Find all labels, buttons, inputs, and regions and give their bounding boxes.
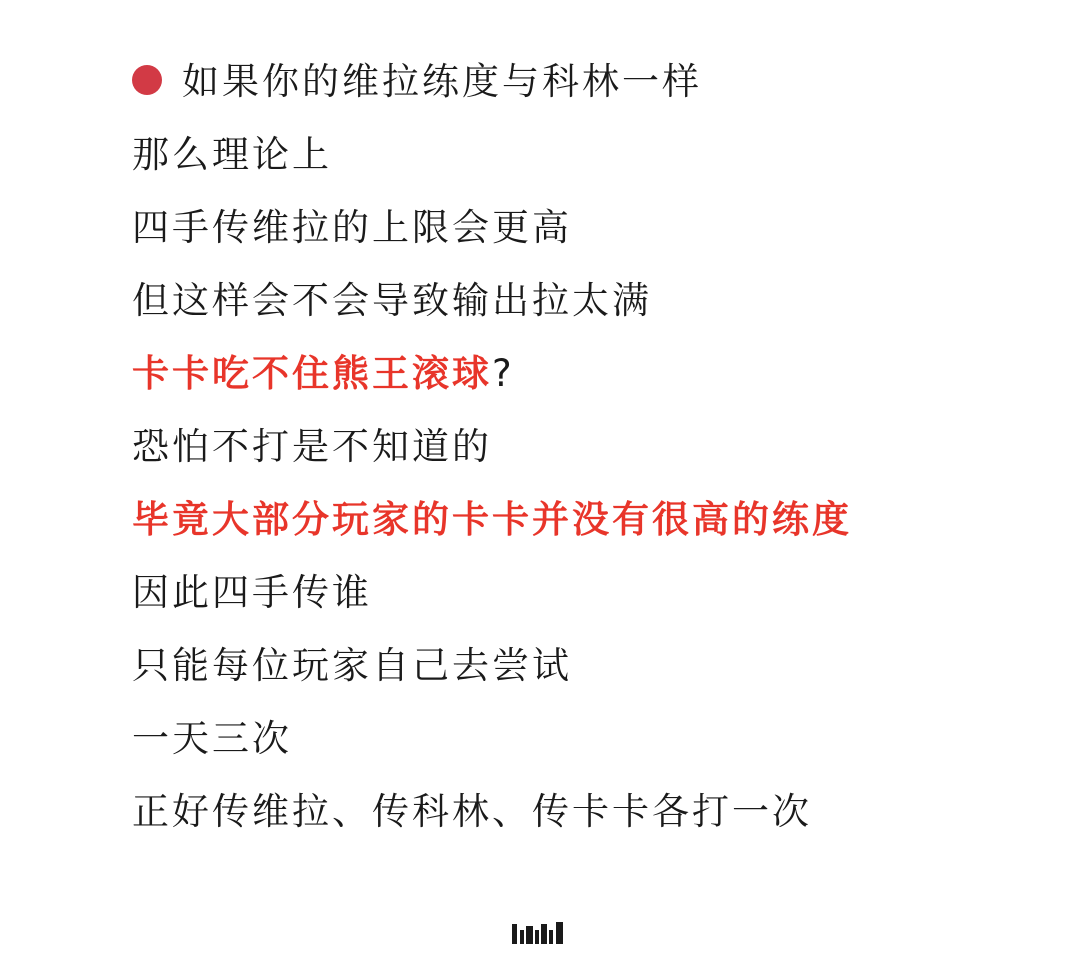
text-line-7-highlight: 毕竟大部分玩家的卡卡并没有很高的练度 (132, 498, 852, 541)
barcode-mark-icon (512, 922, 568, 944)
text-line-2: 那么理论上 (132, 133, 332, 176)
text-line-6: 恐怕不打是不知道的 (132, 425, 492, 468)
line-text: 如果你的维拉练度与科林一样 (182, 60, 702, 103)
text-line-8: 因此四手传谁 (132, 571, 372, 614)
text-line-11: 正好传维拉、传科林、传卡卡各打一次 (132, 790, 812, 833)
text-line-4: 但这样会不会导致输出拉太满 (132, 279, 652, 322)
text-line-10: 一天三次 (132, 717, 292, 760)
red-dot-bullet-icon (132, 65, 162, 95)
text-line-3: 四手传维拉的上限会更高 (132, 206, 572, 249)
line-text: ? (492, 352, 515, 395)
text-line-5 (132, 337, 1032, 410)
text-line-9: 只能每位玩家自己去尝试 (132, 644, 572, 687)
text-line-1 (132, 45, 1032, 118)
highlight-text: 卡卡吃不住熊王滚球 (132, 352, 492, 395)
article-body (132, 45, 1032, 848)
